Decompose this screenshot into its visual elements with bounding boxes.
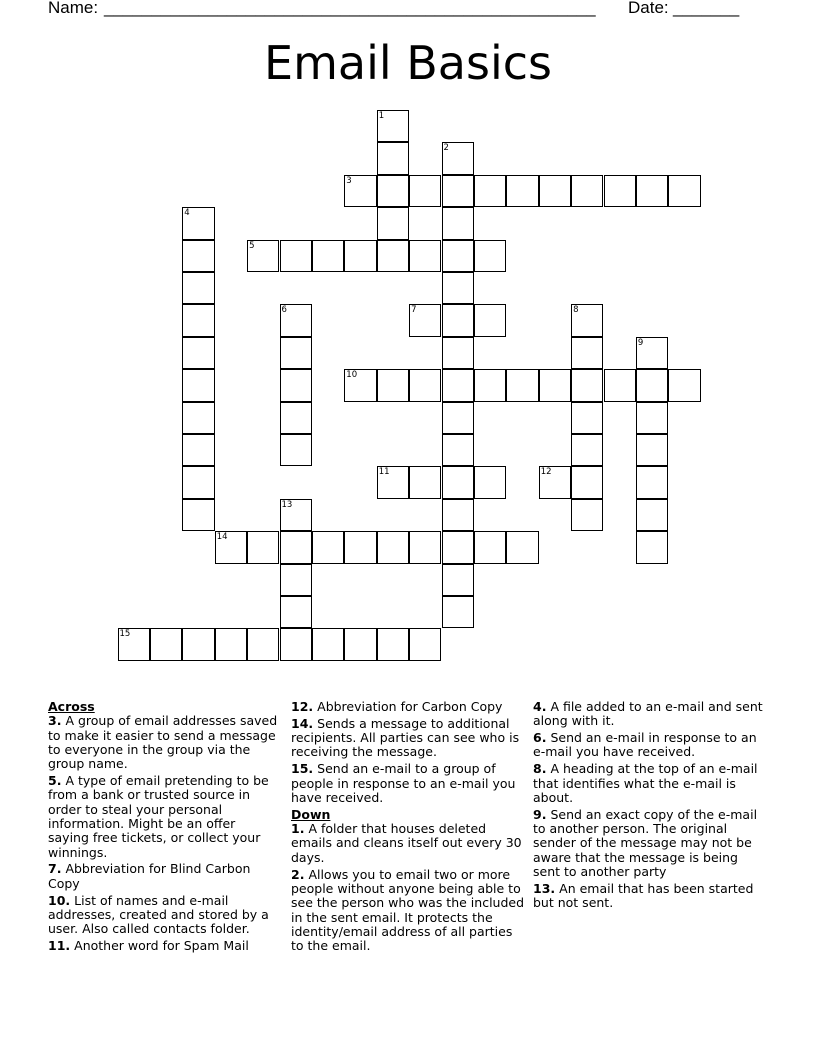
clues-column-1 bbox=[48, 700, 280, 956]
clue-number-12: 12 bbox=[540, 467, 552, 478]
crossword-cell[interactable] bbox=[668, 369, 700, 401]
crossword-cell[interactable] bbox=[474, 531, 506, 563]
crossword-cell[interactable] bbox=[344, 240, 376, 272]
crossword-cell[interactable] bbox=[571, 337, 603, 369]
crossword-cell[interactable] bbox=[280, 596, 312, 628]
crossword-cell[interactable] bbox=[442, 499, 474, 531]
clue-across-12: 12. Abbreviation for Carbon Copy bbox=[291, 699, 503, 714]
crossword-cell[interactable] bbox=[409, 628, 441, 660]
clue-across-5: 5. A type of email pretending to be from a bank or trusted source in order to steal your personal information. Might be an offer saying free tickets, or collect your winnings. bbox=[48, 773, 269, 860]
clue-across-15: 15. Send an e-mail to a group of people in response to an e-mail you have received. bbox=[291, 761, 516, 805]
crossword-cell[interactable] bbox=[344, 531, 376, 563]
crossword-cell[interactable] bbox=[604, 369, 636, 401]
crossword-cell[interactable] bbox=[442, 402, 474, 434]
crossword-cell[interactable] bbox=[182, 402, 214, 434]
clue-number-15: 15 bbox=[119, 629, 131, 640]
clue-number-13: 13 bbox=[281, 499, 293, 510]
crossword-cell[interactable] bbox=[474, 240, 506, 272]
clues-column-3 bbox=[533, 700, 765, 913]
clue-number-3: 3 bbox=[346, 175, 352, 186]
crossword-cell[interactable] bbox=[442, 304, 474, 336]
crossword-cell[interactable] bbox=[182, 369, 214, 401]
crossword-cell[interactable] bbox=[636, 499, 668, 531]
crossword-cell[interactable] bbox=[182, 466, 214, 498]
crossword-cell[interactable] bbox=[636, 531, 668, 563]
clue-across-11: 11. Another word for Spam Mail bbox=[48, 938, 249, 954]
crossword-cell[interactable] bbox=[474, 175, 506, 207]
crossword-cell[interactable] bbox=[539, 369, 571, 401]
crossword-cell[interactable] bbox=[604, 175, 636, 207]
crossword-cell[interactable] bbox=[506, 175, 538, 207]
clue-down-9: 9. Send an exact copy of the e-mail to another person. The original sender of the message may not be aware that the message is being sent to another party bbox=[533, 806, 758, 880]
clue-number-7: 7 bbox=[411, 305, 417, 316]
crossword-cell[interactable] bbox=[280, 434, 312, 466]
clue-across-7: 7. Abbreviation for Blind Carbon Copy bbox=[48, 861, 251, 891]
crossword-cell[interactable] bbox=[182, 272, 214, 304]
crossword-cell[interactable] bbox=[571, 466, 603, 498]
clue-number-6: 6 bbox=[281, 305, 287, 316]
crossword-cell[interactable] bbox=[377, 175, 409, 207]
date-label: Date: bbox=[628, 0, 669, 17]
crossword-cell[interactable] bbox=[409, 466, 441, 498]
crossword-cell[interactable] bbox=[182, 628, 214, 660]
across-heading: Across bbox=[48, 699, 95, 714]
crossword-cell[interactable] bbox=[377, 207, 409, 239]
crossword-cell[interactable] bbox=[409, 175, 441, 207]
crossword-cell[interactable] bbox=[474, 466, 506, 498]
crossword-cell[interactable] bbox=[280, 240, 312, 272]
crossword-cell[interactable] bbox=[442, 207, 474, 239]
crossword-cell[interactable] bbox=[442, 466, 474, 498]
crossword-cell[interactable] bbox=[442, 531, 474, 563]
crossword-cell[interactable] bbox=[215, 628, 247, 660]
crossword-cell[interactable] bbox=[182, 434, 214, 466]
clue-down-1: 1. A folder that houses deleted emails and cleans itself out every 30 days. bbox=[291, 821, 522, 865]
crossword-cell[interactable] bbox=[442, 564, 474, 596]
crossword-cell[interactable] bbox=[409, 531, 441, 563]
crossword-cell[interactable] bbox=[571, 402, 603, 434]
crossword-cell[interactable] bbox=[506, 369, 538, 401]
clue-down-13: 13. An email that has been started but not sent. bbox=[533, 880, 754, 911]
down-heading: Down bbox=[291, 806, 331, 822]
clue-number-10: 10 bbox=[346, 370, 358, 381]
crossword-cell[interactable] bbox=[442, 434, 474, 466]
crossword-cell[interactable] bbox=[474, 304, 506, 336]
crossword-cell[interactable] bbox=[182, 304, 214, 336]
clue-number-9: 9 bbox=[637, 337, 644, 348]
date-line[interactable]: _______ bbox=[673, 0, 740, 17]
clue-number-8: 8 bbox=[573, 305, 579, 316]
crossword-cell[interactable] bbox=[182, 337, 214, 369]
clue-down-6: 6. Send an e-mail in response to an e-mail you have received. bbox=[533, 730, 757, 760]
clues-column-2 bbox=[291, 700, 527, 956]
crossword-cell[interactable] bbox=[247, 531, 279, 563]
crossword-cell[interactable] bbox=[182, 240, 214, 272]
crossword-cell[interactable] bbox=[377, 240, 409, 272]
crossword-cell[interactable] bbox=[312, 531, 344, 563]
clue-number-1: 1 bbox=[378, 111, 385, 121]
crossword-cell[interactable] bbox=[636, 369, 668, 401]
crossword-cell[interactable] bbox=[280, 337, 312, 369]
crossword-cell[interactable] bbox=[442, 337, 474, 369]
crossword-cell[interactable] bbox=[636, 175, 668, 207]
clue-number-5: 5 bbox=[249, 240, 255, 251]
crossword-cell[interactable] bbox=[377, 369, 409, 401]
crossword-cell[interactable] bbox=[442, 369, 474, 401]
crossword-cell[interactable] bbox=[247, 628, 279, 660]
crossword-cell[interactable] bbox=[636, 466, 668, 498]
crossword-cell[interactable] bbox=[312, 240, 344, 272]
crossword-cell[interactable] bbox=[506, 531, 538, 563]
crossword-cell[interactable] bbox=[409, 369, 441, 401]
crossword-cell[interactable] bbox=[571, 434, 603, 466]
crossword-cell[interactable] bbox=[571, 369, 603, 401]
clue-down-4: 4. A file added to an e-mail and sent along with it. bbox=[533, 699, 763, 729]
crossword-cell[interactable] bbox=[474, 369, 506, 401]
crossword-cell[interactable] bbox=[312, 628, 344, 660]
clue-number-14: 14 bbox=[216, 532, 228, 543]
crossword-cell[interactable] bbox=[571, 499, 603, 531]
crossword-cell[interactable] bbox=[636, 434, 668, 466]
crossword-cell[interactable] bbox=[150, 628, 182, 660]
clue-number-2: 2 bbox=[443, 143, 449, 154]
clue-across-14: 14. Sends a message to additional recipients. All parties can see who is receiving the message. bbox=[291, 715, 520, 760]
crossword-cell[interactable] bbox=[539, 175, 571, 207]
crossword-cell[interactable] bbox=[280, 402, 312, 434]
crossword-cell[interactable] bbox=[442, 240, 474, 272]
crossword-cell[interactable] bbox=[668, 175, 700, 207]
crossword-cell[interactable] bbox=[280, 564, 312, 596]
crossword-cell[interactable] bbox=[344, 628, 376, 660]
clue-number-11: 11 bbox=[378, 467, 390, 478]
crossword-cell[interactable] bbox=[377, 142, 409, 174]
crossword-cell[interactable] bbox=[442, 272, 474, 304]
name-line[interactable]: ____________________________________________________ bbox=[104, 0, 596, 17]
name-label: Name: bbox=[48, 0, 99, 17]
crossword-cell[interactable] bbox=[442, 175, 474, 207]
crossword-cell[interactable] bbox=[409, 240, 441, 272]
page-title: Email Basics bbox=[264, 36, 552, 90]
clue-across-10: 10. List of names and e-mail addresses, created and stored by a user. Also called contacts folder. bbox=[48, 892, 269, 937]
crossword-cell[interactable] bbox=[280, 531, 312, 563]
crossword-cell[interactable] bbox=[280, 628, 312, 660]
crossword-cell[interactable] bbox=[182, 499, 214, 531]
clue-down-2: 2. Allows you to email two or more people without anyone being able to see the person who was the included in the sent email. It protects the identity/email address of all parties to the email. bbox=[291, 866, 525, 954]
clue-number-4: 4 bbox=[184, 208, 190, 219]
crossword-cell[interactable] bbox=[636, 402, 668, 434]
crossword-cell[interactable] bbox=[280, 369, 312, 401]
crossword-cell[interactable] bbox=[377, 628, 409, 660]
crossword-cell[interactable] bbox=[377, 531, 409, 563]
crossword-cell[interactable] bbox=[571, 175, 603, 207]
clue-across-3: 3. A group of email addresses saved to make it easier to send a message to everyone in the group via the group name. bbox=[48, 713, 278, 772]
crossword-cell[interactable] bbox=[442, 596, 474, 628]
clue-down-8: 8. A heading at the top of an e-mail that identifies what the e-mail is about. bbox=[533, 761, 758, 805]
